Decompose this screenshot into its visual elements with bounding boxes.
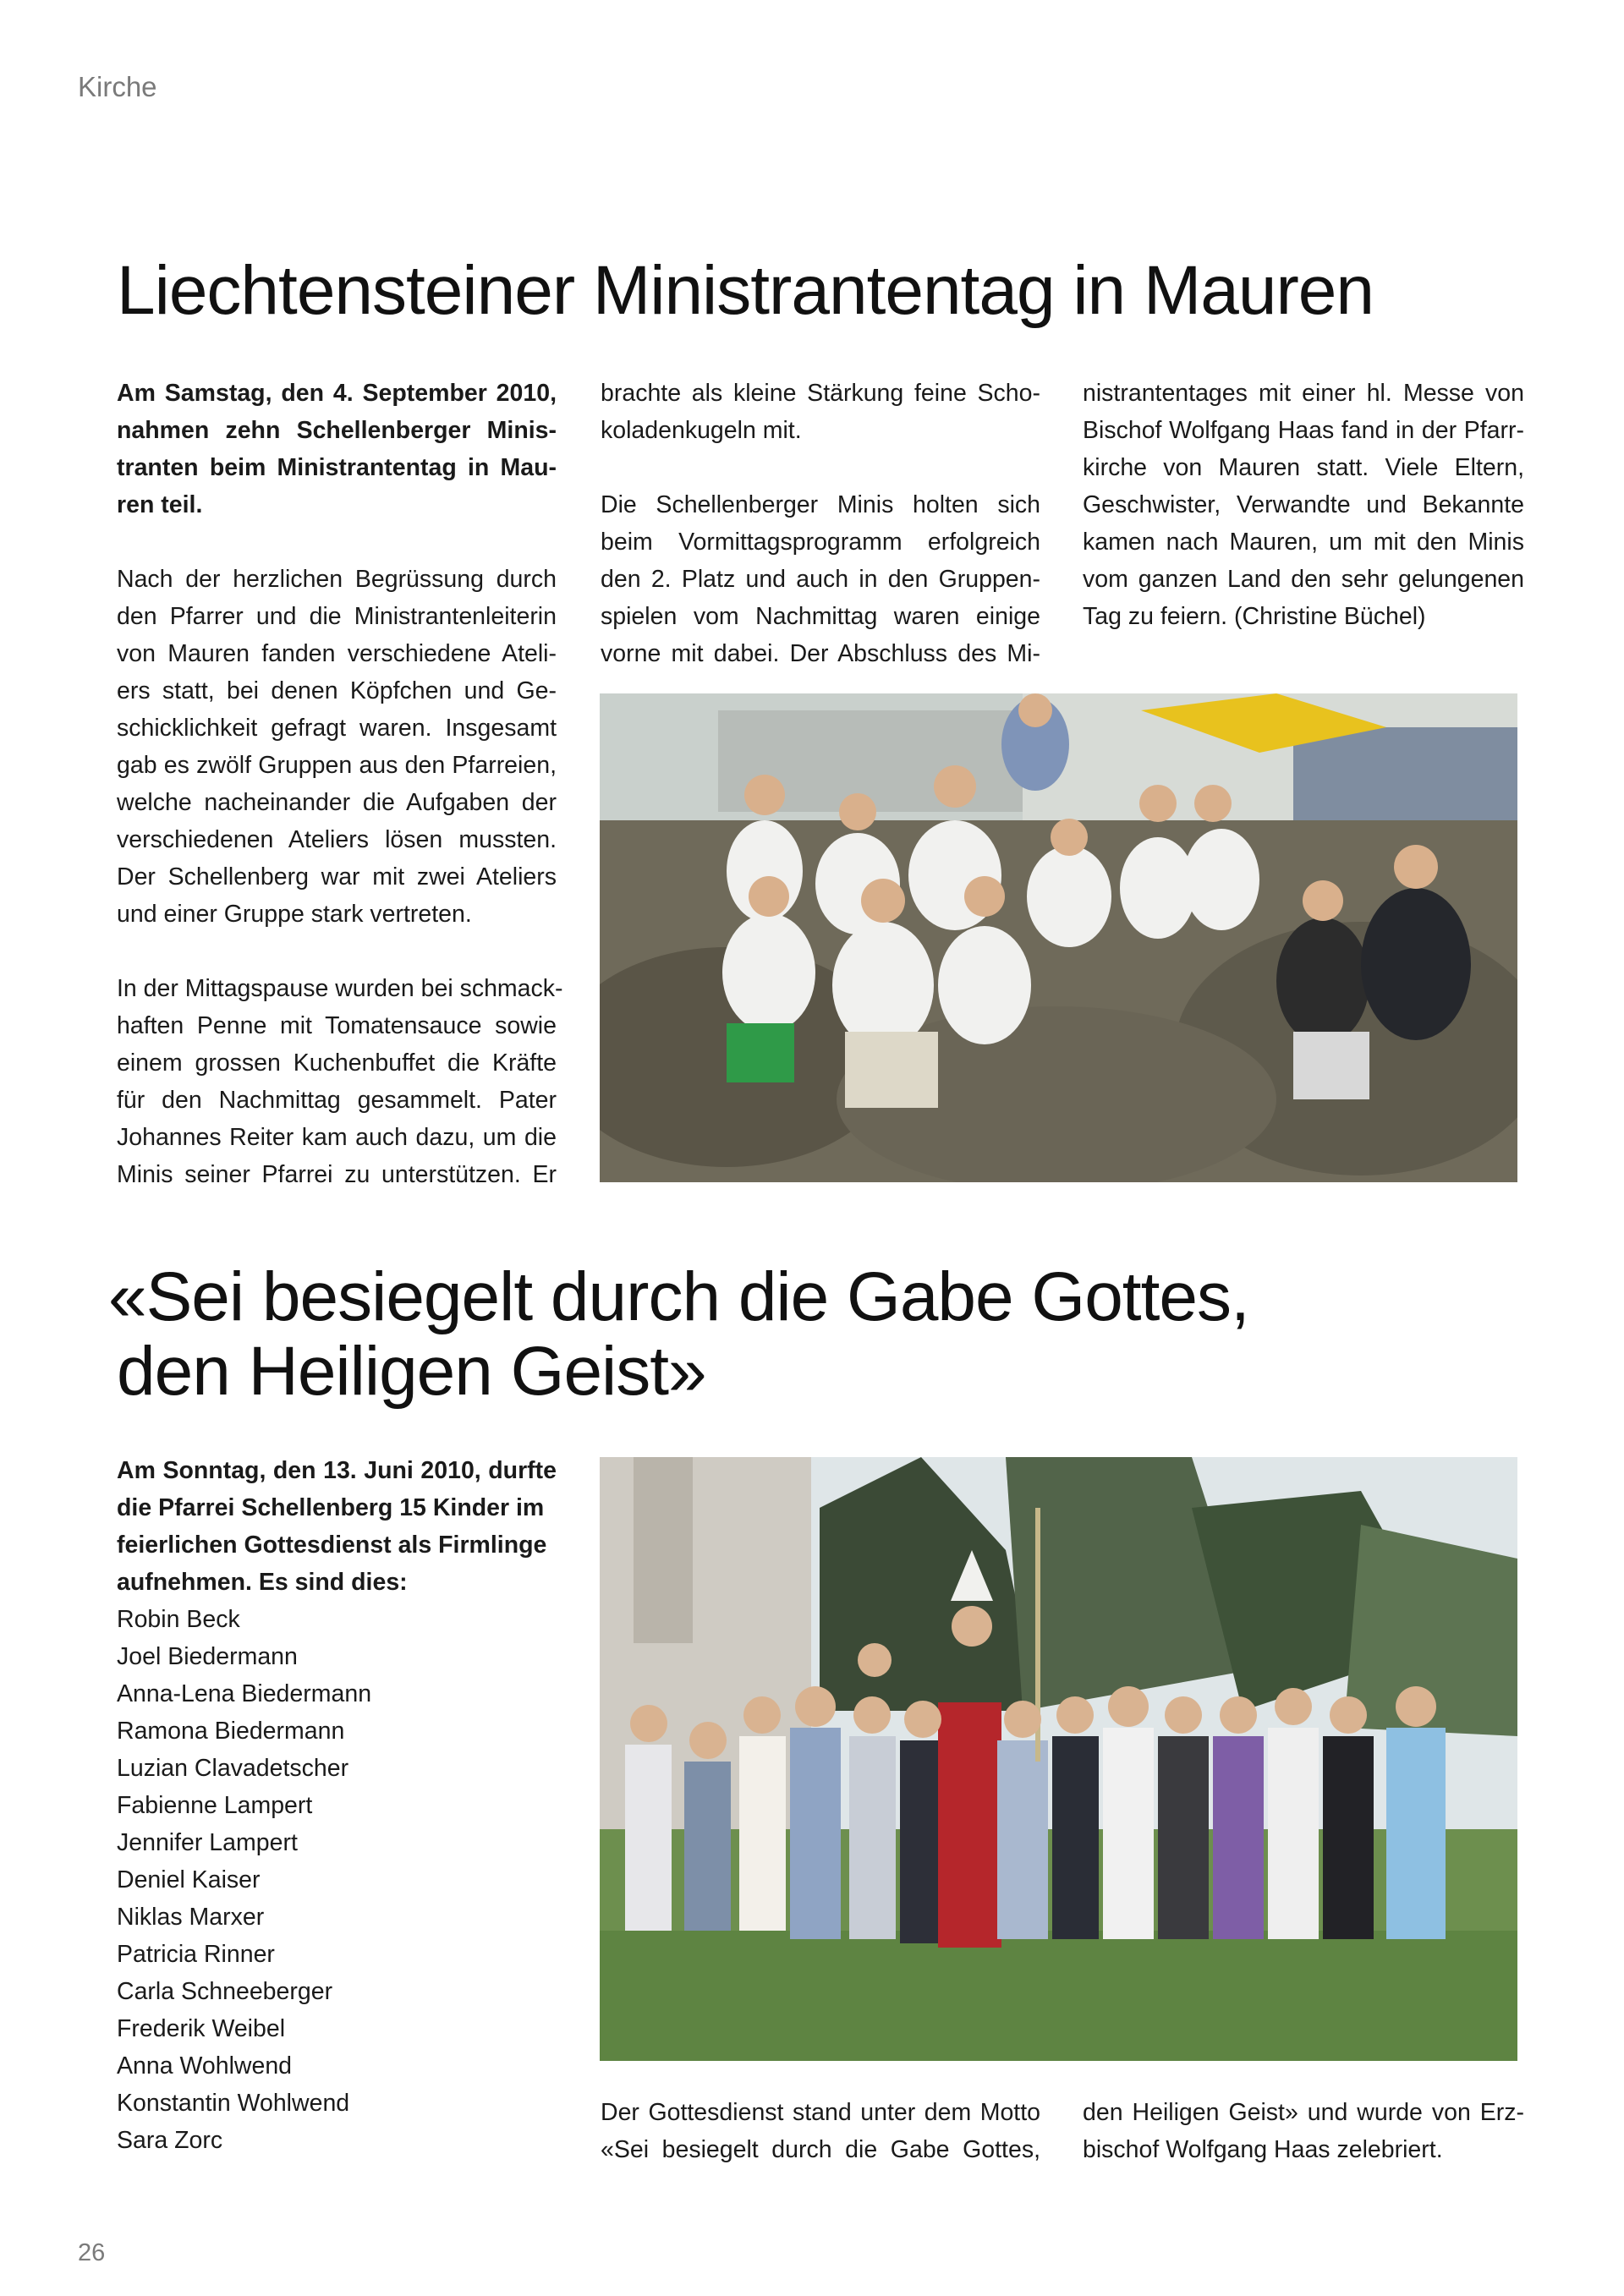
text-line: Am Samstag, den 4. September 2010, <box>117 380 557 407</box>
text-line: Die Schellenberger Minis holten sich <box>601 491 1040 518</box>
text-line: tranten beim Ministrantentag in Mau- <box>117 454 557 481</box>
paragraph-gap <box>117 523 557 561</box>
text-line: spielen vom Nachmittag waren einige <box>601 603 1040 630</box>
headline-line: Liechtensteiner Ministrantentag in Mauren <box>117 252 1374 329</box>
firmlinge-name-list <box>117 1601 557 2159</box>
firmling-name: Sara Zorc <box>117 2127 223 2154</box>
article-1-column-3 <box>1083 375 1524 635</box>
text-line: von Mauren fanden verschiedene Ateli- <box>117 640 557 667</box>
text-line: nistrantentages mit einer hl. Messe von <box>1083 380 1524 407</box>
text-line: kamen nach Mauren, um mit den Minis <box>1083 529 1524 556</box>
text-line: Minis seiner Pfarrei zu unterstützen. Er <box>117 1161 557 1188</box>
section-label: Kirche <box>78 71 157 102</box>
page-number: 26 <box>78 2239 106 2266</box>
firmling-name: Niklas Marxer <box>117 1904 265 1931</box>
article-1-column-1 <box>117 375 563 1193</box>
text-line: Geschwister, Verwandte und Bekannte <box>1083 491 1524 518</box>
text-line: Tag zu feiern. (Christine Büchel) <box>1083 603 1426 630</box>
text-line: einem grossen Kuchenbuffet die Kräfte <box>117 1049 557 1077</box>
text-line: verschiedenen Ateliers lösen mussten. <box>117 826 557 853</box>
text-line: aufnehmen. Es sind dies: <box>117 1569 408 1596</box>
text-line: gab es zwölf Gruppen aus den Pfarreien, <box>117 752 557 779</box>
text-line: ren teil. <box>117 491 203 518</box>
photo-caption-column-2 <box>1083 2094 1524 2168</box>
article-2-intro <box>117 1452 557 1601</box>
photo-caption-column-1 <box>601 2094 1040 2168</box>
article-1-column-2 <box>601 375 1040 672</box>
firmling-name: Jennifer Lampert <box>117 1829 298 1856</box>
headline-line: den Heiligen Geist» <box>117 1333 706 1410</box>
firmling-name: Robin Beck <box>117 1606 240 1633</box>
text-line: nahmen zehn Schellenberger Minis- <box>117 417 557 444</box>
text-line: beim Vormittagsprogramm erfolgreich <box>601 529 1040 556</box>
article-1-headline <box>117 254 1374 328</box>
article-2-intro-column <box>117 1452 557 2159</box>
paragraph-gap <box>117 933 557 970</box>
text-line: feierlichen Gottesdienst als Firmlinge <box>117 1532 547 1559</box>
text-line: schicklichkeit gefragt waren. Insgesamt <box>117 715 557 742</box>
text-line: vom ganzen Land den sehr gelungenen <box>1083 566 1524 593</box>
firmling-name: Ramona Biedermann <box>117 1718 345 1745</box>
firmling-name: Anna-Lena Biedermann <box>117 1680 372 1707</box>
firmling-name: Deniel Kaiser <box>117 1866 261 1893</box>
headline-line: «Sei besiegelt durch die Gabe Gottes, <box>108 1258 1249 1335</box>
text-line: Johannes Reiter kam auch dazu, um die <box>117 1124 557 1151</box>
text-line: den Heiligen Geist» und wurde von Erz- <box>1083 2099 1524 2126</box>
firmung-group-photo <box>600 1457 1517 2061</box>
text-line: Nach der herzlichen Begrüssung durch <box>117 566 557 593</box>
firmling-name: Joel Biedermann <box>117 1643 298 1670</box>
firmung-photo-illustration <box>600 1457 1517 2061</box>
firmling-name: Carla Schneeberger <box>117 1978 333 2005</box>
text-line: Der Schellenberg war mit zwei Ateliers <box>117 863 557 890</box>
text-line: Der Gottesdienst stand unter dem Motto <box>601 2099 1040 2126</box>
text-line: ers statt, bei denen Köpfchen und Ge- <box>117 677 557 704</box>
text-line: koladenkugeln mit. <box>601 417 802 444</box>
text-line: den 2. Platz und auch in den Gruppen- <box>601 566 1040 593</box>
text-line: für den Nachmittag gesammelt. Pater <box>117 1087 557 1114</box>
text-line: bischof Wolfgang Haas zelebriert. <box>1083 2136 1443 2163</box>
article-2-headline <box>108 1260 1249 1409</box>
text-line: haften Penne mit Tomatensauce sowie <box>117 1012 557 1039</box>
text-line: brachte als kleine Stärkung feine Scho- <box>601 380 1040 407</box>
text-line: die Pfarrei Schellenberg 15 Kinder im <box>117 1494 545 1521</box>
text-line: «Sei besiegelt durch die Gabe Gottes, <box>601 2136 1040 2163</box>
ministranten-photo-illustration <box>600 693 1517 1182</box>
paragraph-gap <box>601 449 1040 486</box>
firmling-name: Frederik Weibel <box>117 2015 286 2042</box>
text-line: und einer Gruppe stark vertreten. <box>117 901 472 928</box>
firmling-name: Anna Wohlwend <box>117 2052 293 2080</box>
text-line: den Pfarrer und die Ministrantenleiterin <box>117 603 557 630</box>
text-line: vorne mit dabei. Der Abschluss des Mi- <box>601 640 1040 667</box>
firmling-name: Fabienne Lampert <box>117 1792 313 1819</box>
firmling-name: Luzian Clavadetscher <box>117 1755 349 1782</box>
text-line: kirche von Mauren statt. Viele Eltern, <box>1083 454 1524 481</box>
firmling-name: Konstantin Wohlwend <box>117 2090 350 2117</box>
firmling-name: Patricia Rinner <box>117 1941 275 1968</box>
ministranten-group-photo <box>600 693 1517 1182</box>
text-line: Bischof Wolfgang Haas fand in der Pfarr- <box>1083 417 1524 444</box>
text-line: welche nacheinander die Aufgaben der <box>117 789 557 816</box>
text-line: In der Mittagspause wurden bei schmack- <box>117 975 563 1002</box>
text-line: Am Sonntag, den 13. Juni 2010, durfte <box>117 1457 557 1484</box>
